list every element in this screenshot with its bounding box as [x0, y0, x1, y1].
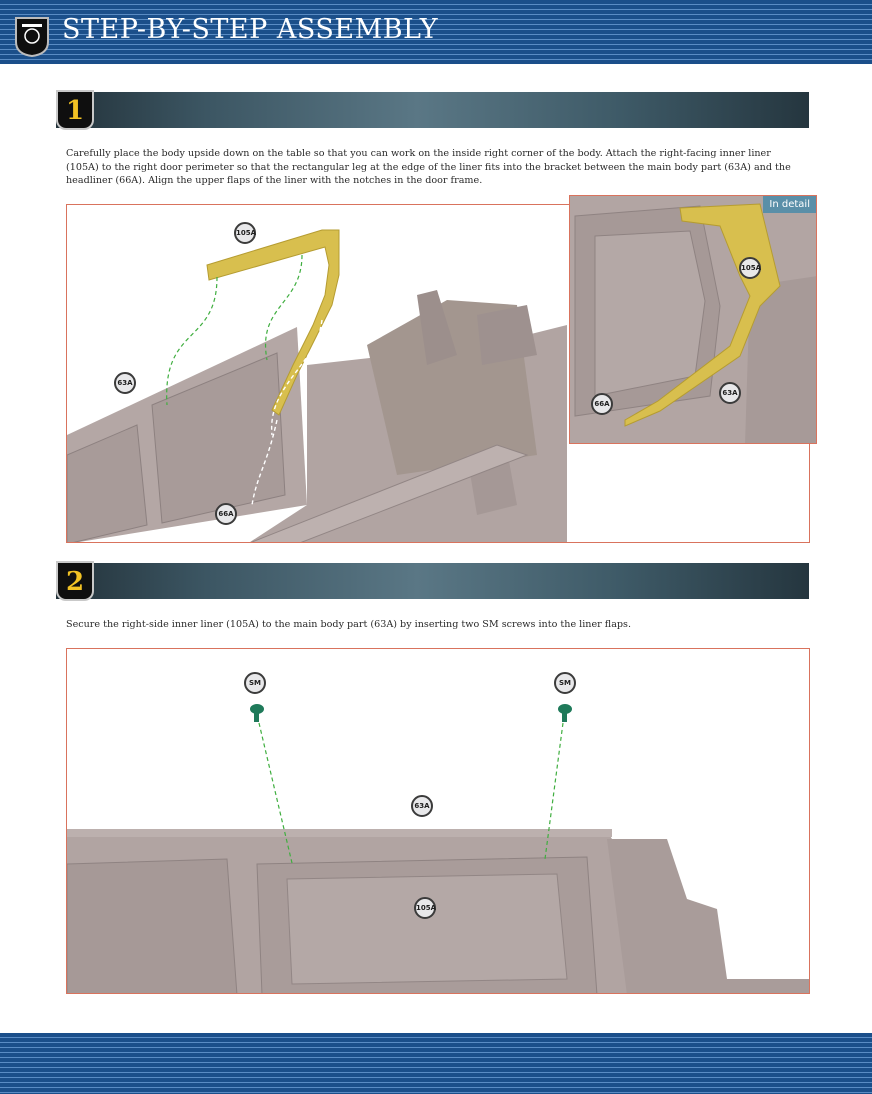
screw-right-shape: [558, 704, 572, 722]
page-header: [0, 0, 872, 64]
step-1-number: 1: [56, 90, 94, 130]
part-label-105a: 105A: [234, 222, 256, 244]
page-title: STEP-BY-STEP ASSEMBLY: [62, 14, 439, 45]
step-2-illustration: [66, 648, 810, 994]
brand-shield-icon: [14, 16, 50, 58]
step-1-heading: [56, 92, 809, 128]
screw-left-shape: [250, 704, 264, 722]
detail-label-105a: 105A: [739, 257, 761, 279]
detail-label-66a: 66A: [591, 393, 613, 415]
detail-label-63a: 63A: [719, 382, 741, 404]
door-window-recess: [152, 353, 285, 523]
part-label-66a: 66A: [215, 503, 237, 525]
part-label-105a-step2: 105A: [414, 897, 436, 919]
part-label-sm-right: SM: [554, 672, 576, 694]
part-label-sm-left: SM: [244, 672, 266, 694]
part-label-63a-step2: 63A: [411, 795, 433, 817]
step-2-number: 2: [56, 561, 94, 601]
part-label-63a: 63A: [114, 372, 136, 394]
in-detail-tag: In detail: [763, 196, 816, 213]
step-2-instructions: Secure the right-side inner liner (105A) to the main body part (63A) by inserting two SM screws into the liner flaps.: [66, 619, 632, 630]
step-1-instructions: Carefully place the body upside down on the table so that you can work on the inside right corner of the body. Attach the right-facing inner liner (105A) to the right door perimeter so that the rectangular leg at the edge of the liner fits into the bracket between the main body part (63A) and the headliner (66A). Align the upper flaps of the liner with the notches in the door frame.: [66, 148, 791, 186]
step-2-drawing: [67, 649, 810, 994]
step-2-heading: [56, 563, 809, 599]
page-footer: [0, 1033, 872, 1094]
step-1-detail-inset: [569, 195, 817, 444]
